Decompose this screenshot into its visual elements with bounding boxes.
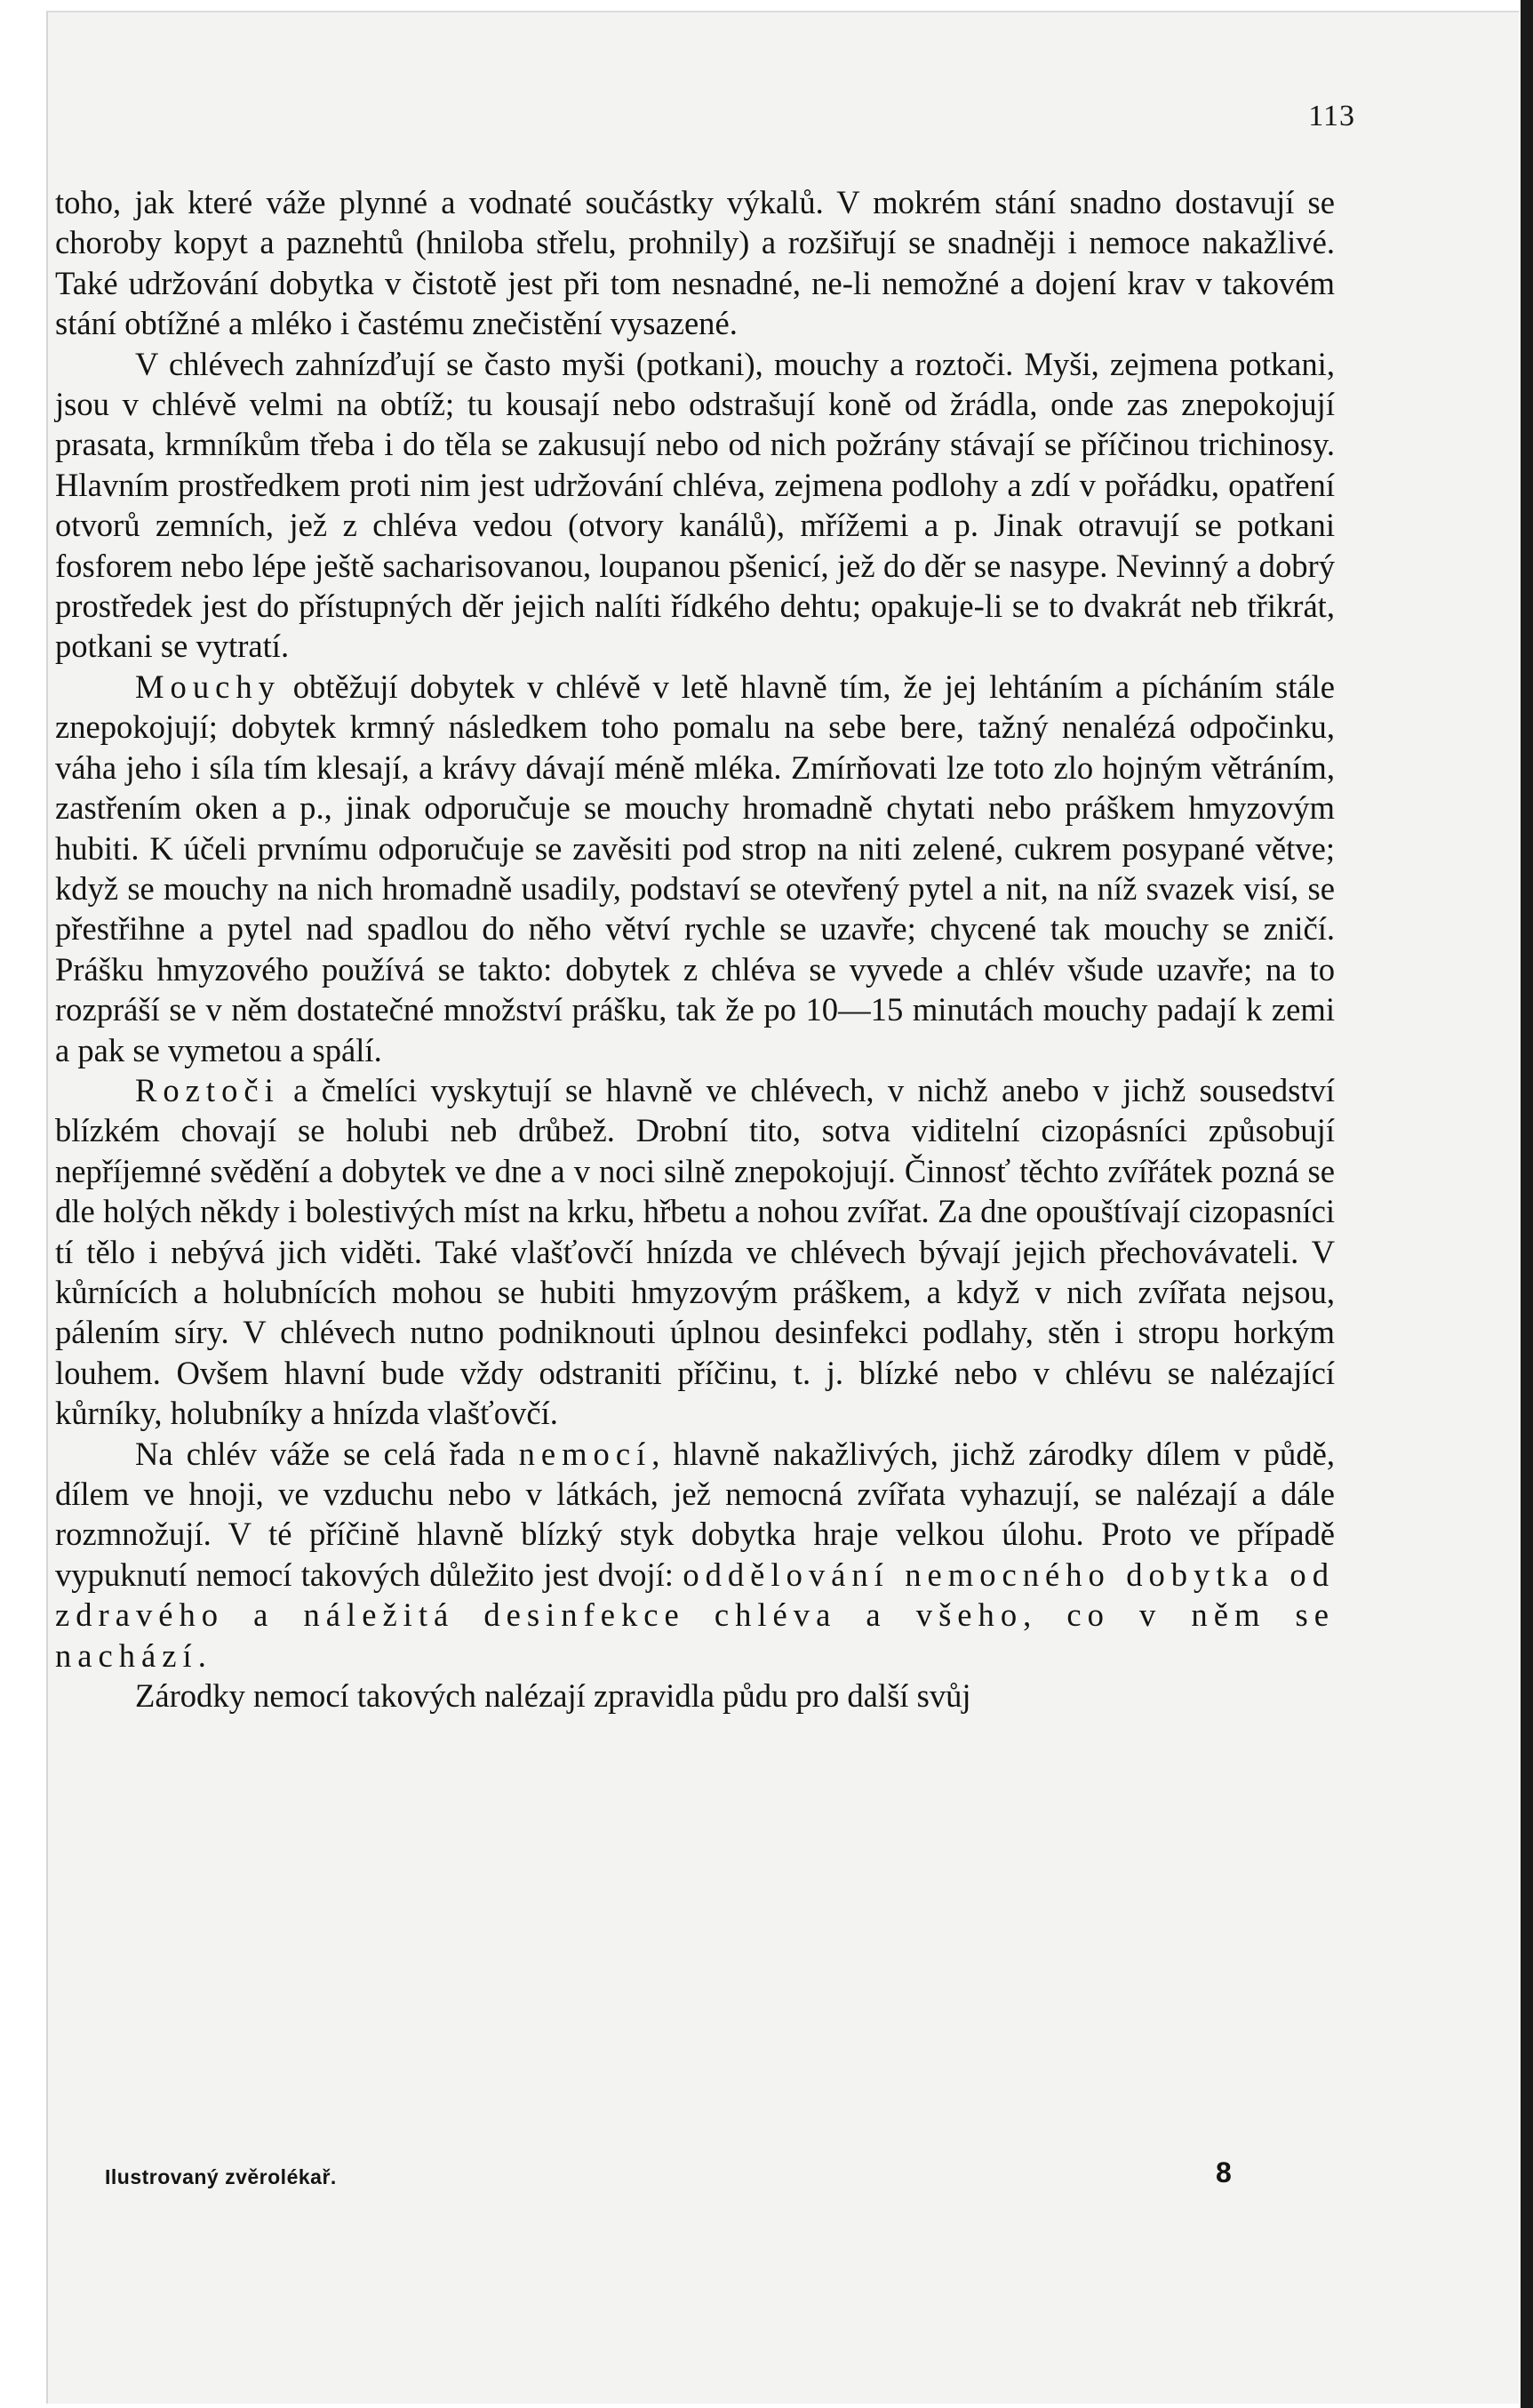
text-run: toho, jak které váže plynné a vodnaté součástky výkalů. V mokrém stání snadno dostavují se choroby kopyt a paznehtů (hniloba střelu, prohnily) a rozšiřují se snadněji i nemoce nakažlivé. Také udržování dobytka v čistotě jest při tom nesnadné, ne-li nemožné a dojení krav v takovém stání obtížné a mléko i častému znečistění vysazené.: [55, 184, 1335, 342]
text-run: .: [197, 1636, 206, 1674]
spaced-term: Roztoči: [135, 1071, 280, 1108]
text-run: a čmelíci vyskytují se hlavně ve chlévech, v nichž anebo v jichž sousedství blízkém chovají se holubi neb drůbež. Drobní tito, sotva viditelní cizopásníci způsobují nepříjemné svědění a dobytek ve dne a v noci silně znepokojují. Činnosť těchto zvířátek pozná se dle holých někdy i bolestivých míst na krku, hřbetu a nohou zvířat. Za dne opouštívají cizopasníci tí tělo i nebývá jich viděti. Také vlašťovčí hnízda ve chlévech bývají jejich přechovávateli. V kůrnících a holubnících mohou se hubiti hmyzovým práškem, a když v nich zvířata nejsou, pálením síry. V chlévech nutno podniknouti úplnou desinfekci podlahy, stěn i stropu horkým louhem. Ovšem hlavní bude vždy odstraniti příčinu, t. j. blízké nebo v chlévu se nalézající kůrníky, holubníky a hnízda vlašťovčí.: [55, 1071, 1335, 1432]
paragraph: [55, 344, 1335, 667]
paragraph: [55, 1434, 1335, 1676]
paragraph: [55, 667, 1335, 1070]
text-run: V chlévech zahnízďují se často myši (potkani), mouchy a roztoči. Myši, zejmena potkani, jsou v chlévě velmi na obtíž; tu kousají nebo odstrašují koně od žrádla, onde zas znepokojují prasata, krmníkům třeba i do těla se zakusují nebo od nich požrány stávají se příčinou trichinosy. Hlavním prostředkem proti nim jest udržování chléva, zejmena podlohy a zdí v pořádku, opatření otvorů zemních, jež z chléva vedou (otvory kanálů), mřížemi a p. Jinak otravují se potkani fosforem nebo lépe ještě sacharisovanou, loupanou pšenicí, jež do děr se nasype. Nevinný a dobrý prostředek jest do přístupných děr jejich nalíti řídkého dehtu; opakuje-li se to dvakrát neb třikrát, potkani se vytratí.: [55, 345, 1335, 665]
text-run: Zárodky nemocí takových nalézají zpravidla půdu pro další svůj: [135, 1677, 971, 1715]
text-run: Na chlév váže se celá řada: [135, 1435, 519, 1472]
paragraph: [55, 1070, 1335, 1434]
page-number: 113: [1308, 100, 1355, 132]
footer-signature-mark: 8: [1216, 2156, 1232, 2188]
text-run: obtěžují dobytek v chlévě v letě hlavně tím, že jej lehtáním a pícháním stále znepokojují; dobytek krmný následkem toho pomalu na sebe bere, tažný nenalézá odpočinku, váha jeho i síla tím klesají, a krávy dávají méně mléka. Zmírňovati lze toto zlo hojným větráním, zastřením oken a p., jinak odporučuje se mouchy hromadně chytati nebo práškem hmyzovým hubiti. K účeli prvnímu odporučuje se zavěsiti pod strop na niti zelené, cukrem posypané větve; když se mouchy na nich hromadně usadily, podstaví se otevřený pytel a nit, na níž svazek visí, se přestřihne a pytel nad spadlou do něho větví rychle se uzavře; chycené tak mouchy se zničí. Prášku hmyzového používá se takto: dobytek z chléva se vyvede a chlév všude uzavře; na to rozpráší se v něm dostatečné množství prášku, tak že po 10—15 minutách mouchy padají k zemi a pak se vymetou a spálí.: [55, 668, 1335, 1068]
spaced-term: Mouchy: [135, 668, 281, 705]
footer-book-title: Ilustrovaný zvěrolékař.: [105, 2165, 337, 2188]
spaced-term: oddělování nemocného dobytka od zdravého a náležitá desinfekce chléva a všeho, co v něm se nachází: [55, 1556, 1335, 1674]
text-run: , hlavně nakažlivých, jichž zárodky dílem v půdě, dílem ve hnoji, ve vzduchu nebo v látkách, jež nemocná zvířata vyhazují, se nalézají a dále rozmnožují. V té příčině hlavně blízký styk dobytka hraje velkou úlohu. Proto ve případě vypuknutí nemocí takových důležito jest dvojí:: [55, 1435, 1335, 1593]
paragraph: [55, 182, 1335, 344]
body-text: [55, 182, 1335, 1716]
scan-edge: [1521, 0, 1533, 2408]
spaced-term: nemocí: [518, 1435, 652, 1472]
paragraph: [55, 1676, 1335, 1716]
